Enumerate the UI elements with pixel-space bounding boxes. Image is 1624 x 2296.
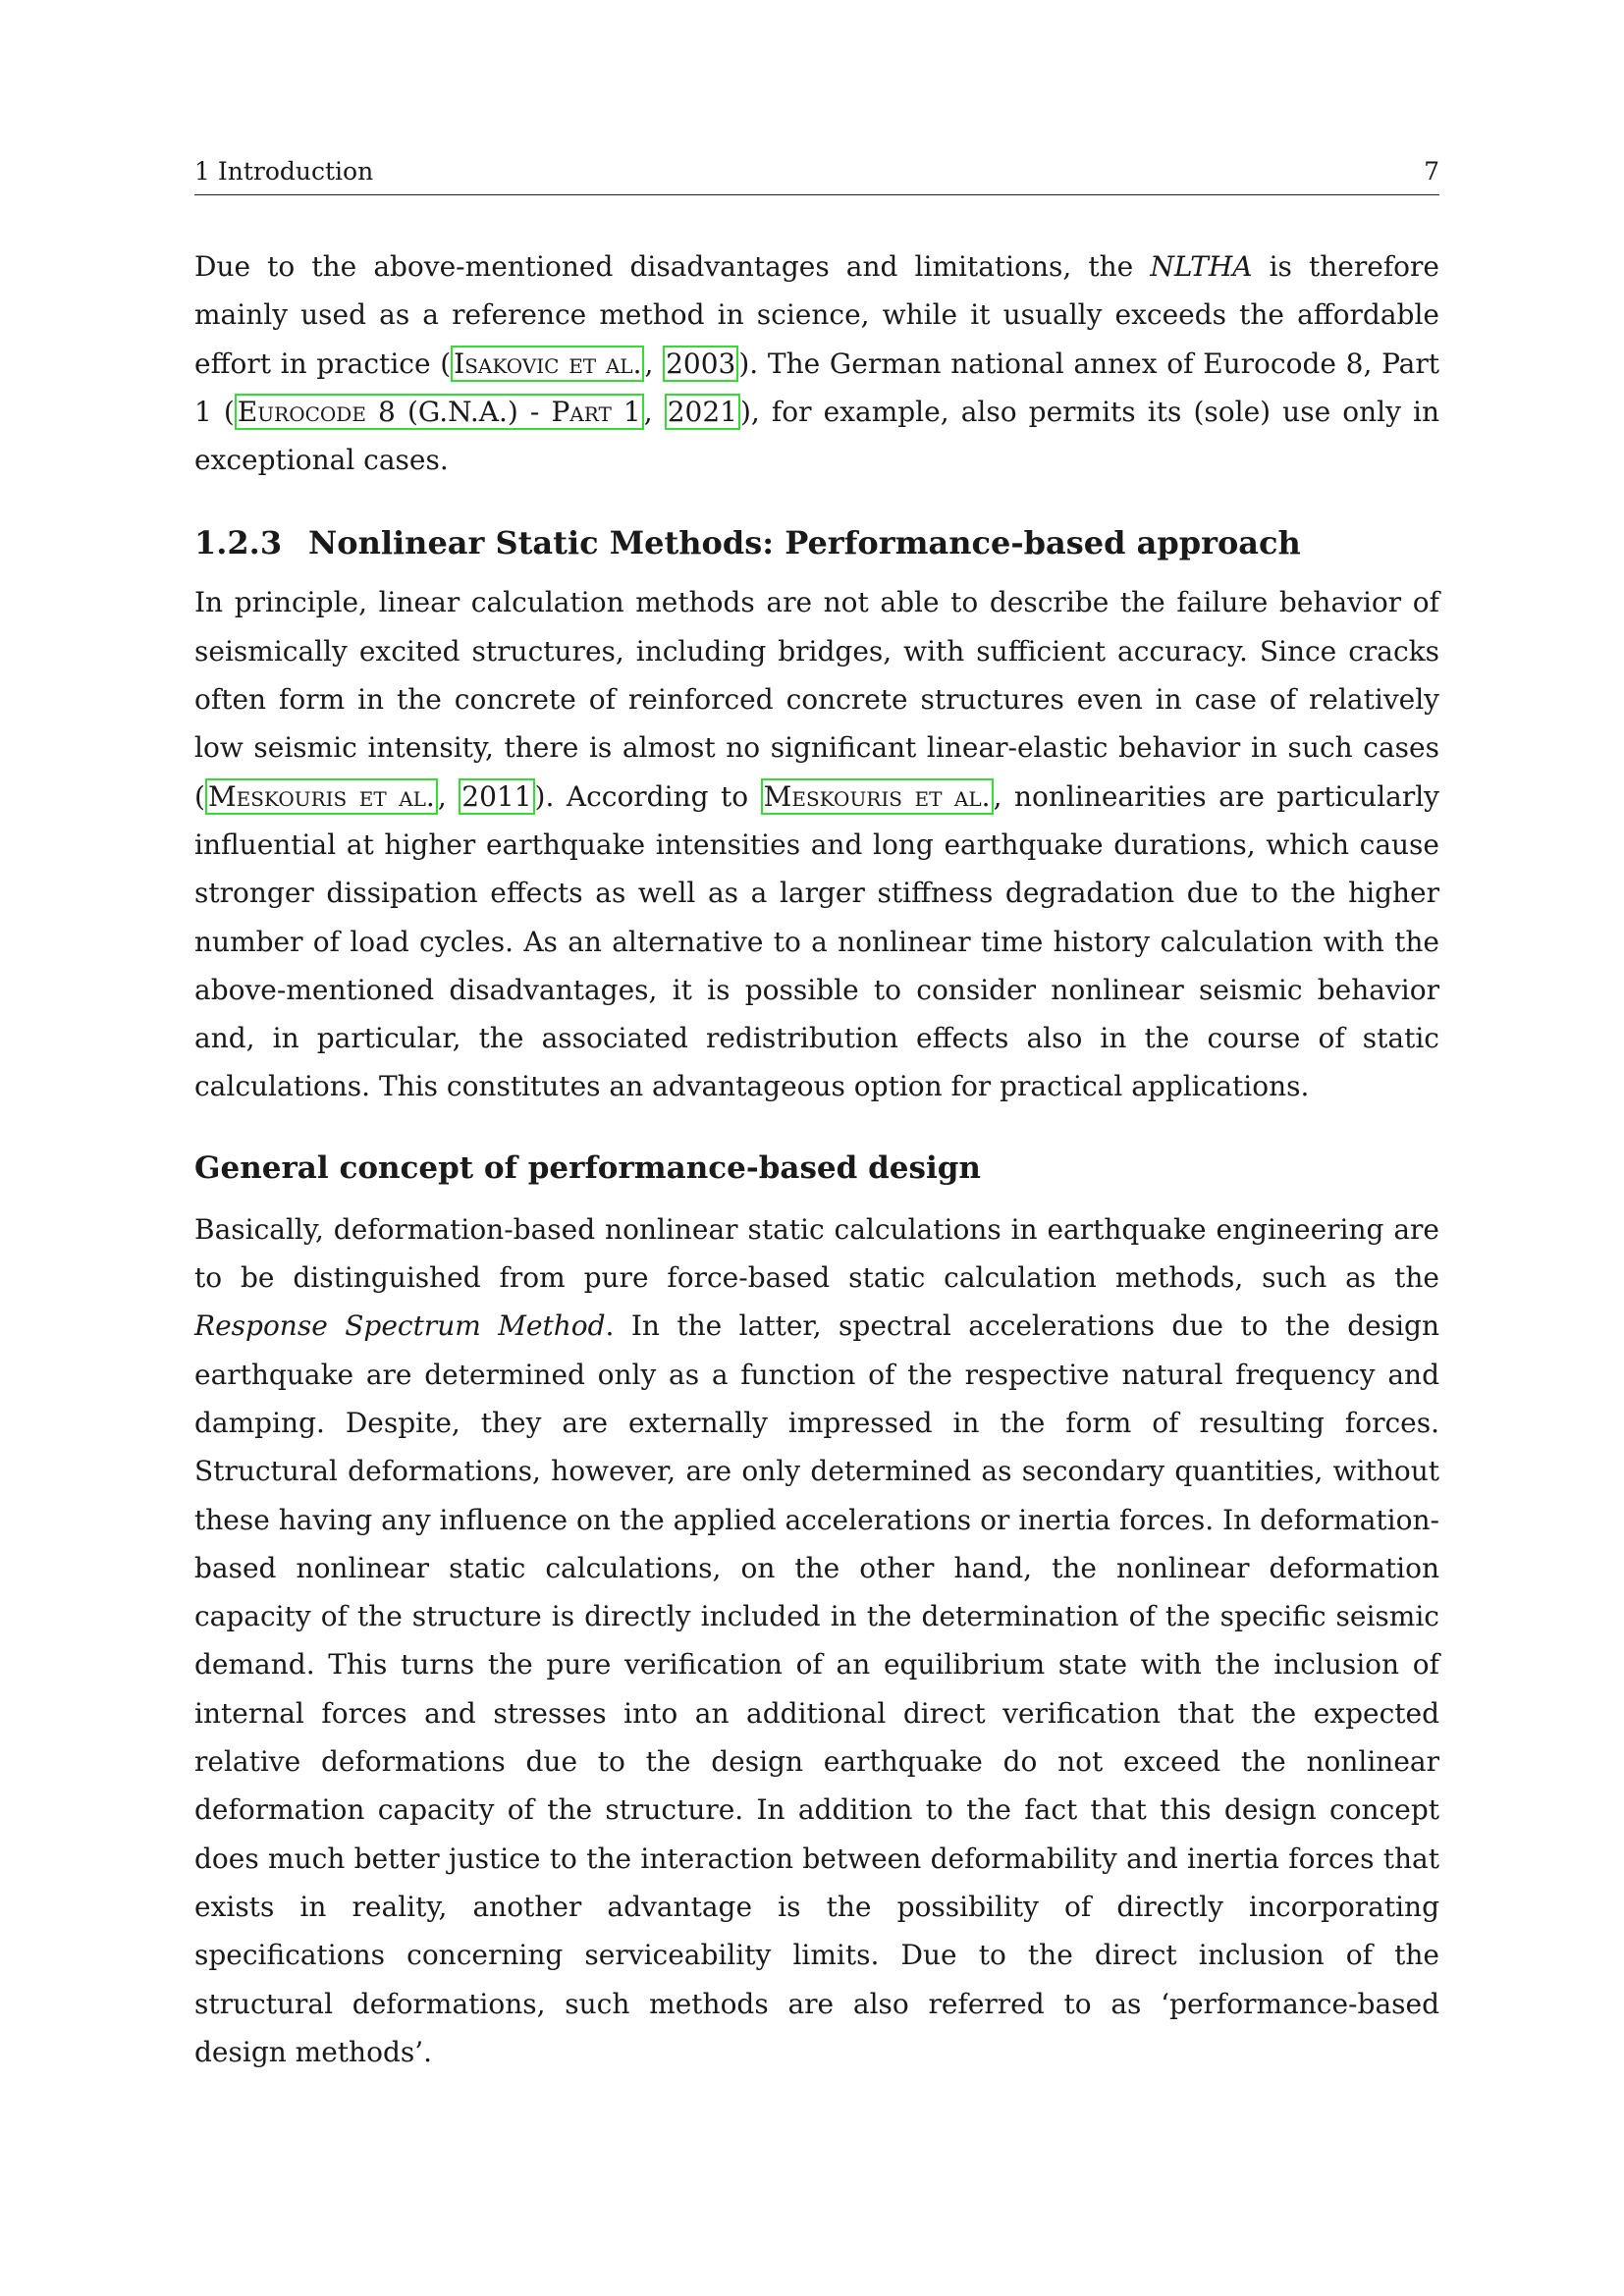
citation-year-2003[interactable]: 2003 xyxy=(663,346,738,382)
nltha-term: NLTHA xyxy=(1150,250,1253,283)
section-title: Nonlinear Static Methods: Performance-based approach xyxy=(308,524,1301,562)
rsm-term: Response Spectrum Method xyxy=(194,1309,606,1343)
citation-meskouris-2[interactable]: Meskouris et al. xyxy=(761,778,994,815)
chapter-title: 1 Introduction xyxy=(194,157,374,186)
citation-eurocode[interactable]: Eurocode 8 (G.N.A.) - Part 1 xyxy=(235,394,644,430)
section-heading xyxy=(194,521,1439,564)
paragraph-nltha: Due to the above-mentioned disadvantages and limitations, the NLTHA is therefore mainly used as a reference method in science, while it usually exceeds the affordable effort in practice ( Isakovic et al. , 2003 ). The German national annex of Eurocode 8, Part 1 ( Eurocode 8 (G.N.A.) - Part 1 , 2021 ), for example, also permits its (sole) use only in exceptional cases. xyxy=(194,250,1439,477)
section-number: 1.2.3 xyxy=(194,524,283,562)
paragraph-principle: In principle, linear calculation methods are not able to describe the failure behavior of seismically excited structures, including bridges, with sufficient accuracy. Since cracks often form in the concrete of reinforced concrete structures even in case of relatively low seismic intensity, there is almost no significant linear-elastic behavior in such cases ( Meskouris et al. , 2011 ). According to Meskouris et al. , nonlinearities are particularly influential at higher earthquake intensities and long earthquake durations, which cause stronger dissipation effects as well as a larger stiffness degradation due to the higher number of load cycles. As an alternative to a nonlinear time history calculation with the above-mentioned disadvantages, it is possible to consider nonlinear seismic behavior and, in particular, the associated redistribution effects also in the course of static calculations. This constitutes an advantageous option for practical applications. xyxy=(194,586,1440,1103)
page-number: 7 xyxy=(1424,157,1439,186)
page xyxy=(194,157,1439,2076)
citation-meskouris[interactable]: Meskouris et al. xyxy=(205,778,438,815)
paragraph-basically: Basically, deformation-based nonlinear static calculations in earthquake engineering are to be distinguished from pure force-based static calculation methods, such as the Response Spectrum Method. In the latter, spectral accelerations due to the design earthquake are determined only as a function of the respective natural frequency and damping. Despite, they are externally impressed in the form of resulting forces. Structural deformations, however, are only determined as secondary quantities, without these having any influence on the applied accelerations or inertia forces. In deformation-based nonlinear static calculations, on the other hand, the nonlinear deformation capacity of the structure is directly included in the determination of the specific seismic demand. This turns the pure verification of an equilibrium state with the inclusion of internal forces and stresses into an additional direct verification that the expected relative deformations due to the design earthquake do not exceed the nonlinear deformation capacity of the structure. In addition to the fact that this design concept does much better justice to the interaction between deformability and inertia forces that exists in reality, another advantage is the possibility of directly incorporating specifications concerning serviceability limits. Due to the direct inclusion of the structural deformations, such methods are also referred to as ‘performance-based design methods’. xyxy=(194,1212,1439,2068)
citation-year-2021[interactable]: 2021 xyxy=(665,394,740,430)
citation-year-2011[interactable]: 2011 xyxy=(459,778,534,815)
citation-isakovic[interactable]: Isakovic et al. xyxy=(451,346,644,382)
subsection-heading: General concept of performance-based design xyxy=(194,1149,981,1186)
running-header xyxy=(194,157,1439,195)
